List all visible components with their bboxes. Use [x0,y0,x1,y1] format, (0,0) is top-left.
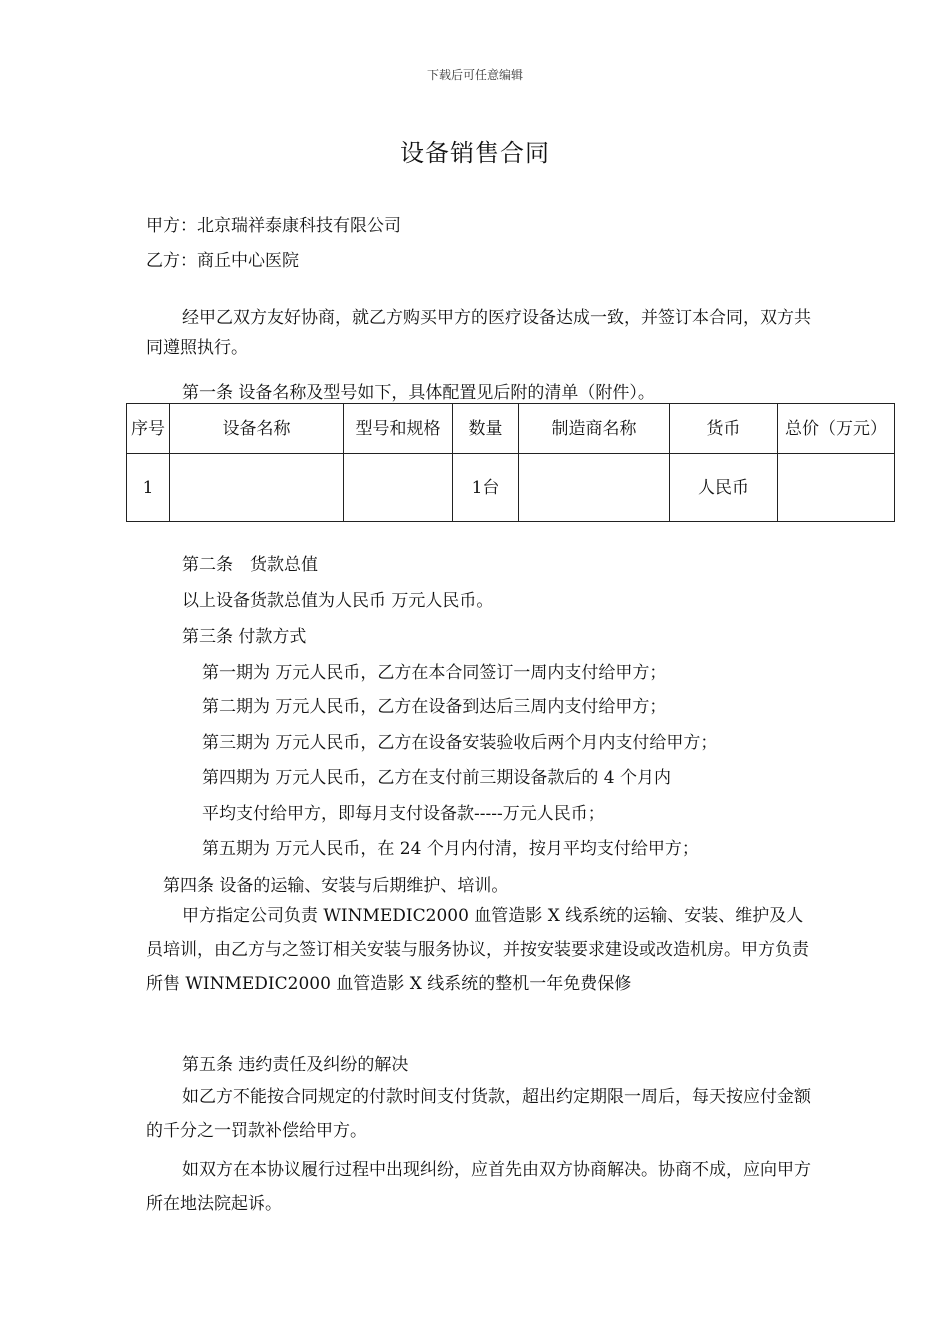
header-cell: 数量 [453,404,519,454]
table-cell [344,454,453,522]
party-b: 乙方：商丘中心医院 [146,251,299,271]
header-cell: 总价（万元） [778,404,895,454]
payment-item: 第四期为 万元人民币，乙方在支付前三期设备款后的 4 个月内 [202,768,672,788]
payment-item: 第五期为 万元人民币，在 24 个月内付清，按月平均支付给甲方； [202,839,699,859]
article-4-heading: 第四条 设备的运输、安装与后期维护、培训。 [163,876,509,896]
payment-item: 第三期为 万元人民币，乙方在设备安装验收后两个月内支付给甲方； [202,733,718,753]
article-4-body: 甲方指定公司负责 WINMEDIC2000 血管造影 X 线系统的运输、安装、维护及人员培训，由乙方与之签订相关安装与服务协议，并按安装要求建设或改造机房。甲方负责所售 WINMEDIC2000 血管造影 X 线系统的整机一年免费保修 [146,906,809,994]
table-cell: 人民币 [670,454,778,522]
article-5-heading: 第五条 违约责任及纠纷的解决 [182,1055,409,1075]
document-title: 设备销售合同 [400,139,550,167]
article-5-paragraph-1: 如乙方不能按合同规定的付款时间支付货款，超出约定期限一周后，每天按应付金额的千分之一罚款补偿给甲方。 [146,1087,811,1141]
payment-item: 平均支付给甲方，即每月支付设备款-----万元人民币； [202,804,605,824]
header-cell: 序号 [127,404,170,454]
table-cell [170,454,344,522]
header-cell: 货币 [670,404,778,454]
article-1-heading: 第一条 设备名称及型号如下，具体配置见后附的清单（附件）。 [182,383,655,403]
equipment-table [126,403,895,522]
article-2-body: 以上设备货款总值为人民币 万元人民币。 [182,591,494,611]
payment-item: 第二期为 万元人民币，乙方在设备到达后三周内支付给甲方； [202,697,667,717]
header-cell: 设备名称 [170,404,344,454]
party-a: 甲方：北京瑞祥泰康科技有限公司 [146,216,401,236]
intro-paragraph: 经甲乙双方友好协商，就乙方购买甲方的医疗设备达成一致，并签订本合同，双方共同遵照执行。 [146,308,811,358]
payment-item: 第一期为 万元人民币，乙方在本合同签订一周内支付给甲方； [202,663,667,683]
header-cell: 型号和规格 [344,404,453,454]
table-header-row [127,404,895,454]
article-5-paragraph-2: 如双方在本协议履行过程中出现纠纷，应首先由双方协商解决。协商不成，应向甲方所在地法院起诉。 [146,1160,811,1214]
table-cell: 1台 [453,454,519,522]
table-cell [519,454,670,522]
article-2-heading: 第二条 货款总值 [182,555,318,575]
header-cell: 制造商名称 [519,404,670,454]
table-row [127,454,895,522]
table-cell [778,454,895,522]
table-cell: 1 [127,454,170,522]
header-note: 下载后可任意编辑 [426,68,523,82]
article-3-heading: 第三条 付款方式 [182,627,307,647]
